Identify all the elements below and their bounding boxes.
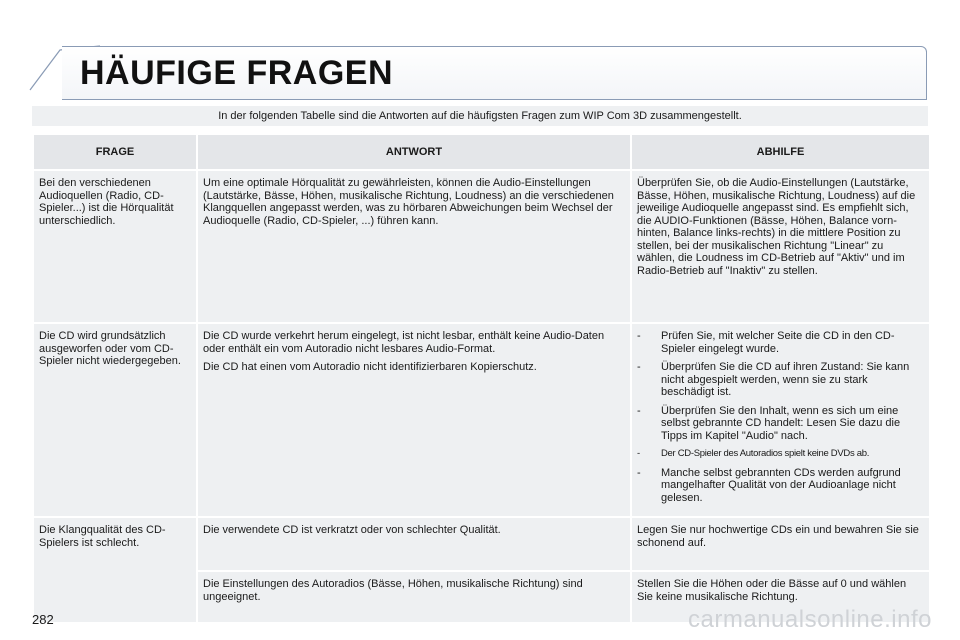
list-item: - Manche selbst gebrannten CDs werden aufgrund mangelhafter Qualität von der Audioanlage nicht gelesen.	[637, 466, 901, 504]
table-row	[33, 517, 930, 571]
antwort-paragraph: Die CD wurde verkehrt herum eingelegt, ist nicht lesbar, enthält keine Audio-Daten oder enthält ein vom Autoradio nicht lesbares Audio-Format.	[203, 330, 605, 355]
list-item-text: Überprüfen Sie die CD auf ihren Zustand: Sie kann nicht abgespielt werden, wenn sie zu stark beschädigt ist.	[661, 361, 910, 398]
list-item: - Überprüfen Sie die CD auf ihren Zustand: Sie kann nicht abgespielt werden, wenn sie zu stark beschädigt ist.	[637, 361, 910, 398]
list-item-text: Der CD-Spieler des Autoradios spielt keine DVDs ab.	[661, 448, 870, 459]
cell-abhilfe: Legen Sie nur hochwertige CDs ein und bewahren Sie sie schonend auf.	[631, 517, 930, 571]
watermark: carmanualsonline.info	[688, 606, 932, 633]
list-item: - Prüfen Sie, mit welcher Seite die CD in den CD-Spieler eingelegt wurde.	[637, 330, 895, 355]
header-antwort: ANTWORT	[197, 134, 631, 170]
cell-frage: Die Klangqualität des CD-Spielers ist schlecht.	[33, 517, 197, 623]
table-header-row	[33, 134, 930, 170]
list-item: - Überprüfen Sie den Inhalt, wenn es sich um eine selbst gebrannte CD handelt: Lesen Sie dazu die Tipps im Kapitel "Audio" nach.	[637, 404, 901, 442]
cell-antwort: Die Einstellungen des Autoradios (Bässe, Höhen, musikalische Richtung) sind ungeeignet.	[197, 571, 631, 623]
antwort-paragraph: Die CD hat einen vom Autoradio nicht identifizierbaren Kopierschutz.	[203, 361, 537, 373]
cell-antwort	[197, 323, 631, 517]
cell-antwort: Die verwendete CD ist verkratzt oder von schlechter Qualität.	[197, 517, 631, 571]
abhilfe-list	[637, 330, 923, 504]
page-title: HÄUFIGE FRAGEN	[80, 54, 393, 92]
list-item-text: Manche selbst gebrannten CDs werden aufgrund mangelhafter Qualität von der Audioanlage nicht gelesen.	[661, 466, 901, 504]
cell-abhilfe: Überprüfen Sie, ob die Audio-Einstellungen (Lautstärke, Bässe, Höhen, musikalische Richtung, Loudness) auf die jeweilige Audioquelle angepasst sind. Es empfiehlt sich, die AUDIO-Funktionen (Bässe, Höhen, Balance vorn-hinten, Balance links-rechts) in die mittlere Position zu stellen, bei der musikalischen Richtung "Linear" zu wählen, die Loudness im CD-Betrieb auf "Aktiv" und im Radio-Betrieb auf "Inaktiv" zu stellen.	[631, 170, 930, 323]
cell-abhilfe	[631, 323, 930, 517]
list-item-text: Prüfen Sie, mit welcher Seite die CD in den CD-Spieler eingelegt wurde.	[661, 330, 895, 355]
header-frage: FRAGE	[33, 134, 197, 170]
table-row	[33, 170, 930, 323]
faq-table	[32, 133, 931, 624]
list-item-text: Überprüfen Sie den Inhalt, wenn es sich um eine selbst gebrannte CD handelt: Lesen Sie dazu die Tipps im Kapitel "Audio" nach.	[661, 404, 901, 442]
cell-antwort	[197, 170, 631, 323]
antwort-paragraph: Um eine optimale Hörqualität zu gewährleisten, können die Audio-Einstellungen (Lautstärke, Bässe, Höhen, musikalische Richtung, Loudness) an die verschiedenen Klangquellen angepasst werden, was zu hörbaren Abweichungen beim Wechsel der Audioquelle (Radio, CD-Spieler, ...) führen kann.	[203, 177, 614, 227]
cell-abhilfe: Stellen Sie die Höhen oder die Bässe auf 0 und wählen Sie keine musikalische Richtung.	[631, 571, 930, 623]
list-item: - Der CD-Spieler des Autoradios spielt keine DVDs ab.	[637, 448, 870, 459]
cell-frage: Die CD wird grundsätzlich ausgeworfen oder vom CD-Spieler nicht wiedergegeben.	[33, 323, 197, 517]
cell-frage: Bei den verschiedenen Audioquellen (Radio, CD-Spieler...) ist die Hörqualität unterschiedlich.	[33, 170, 197, 323]
table-row	[33, 323, 930, 517]
intro-text: In der folgenden Tabelle sind die Antworten auf die häufigsten Fragen zum WIP Com 3D zusammengestellt.	[32, 106, 928, 126]
page-number: 282	[32, 612, 54, 627]
header-abhilfe: ABHILFE	[631, 134, 930, 170]
